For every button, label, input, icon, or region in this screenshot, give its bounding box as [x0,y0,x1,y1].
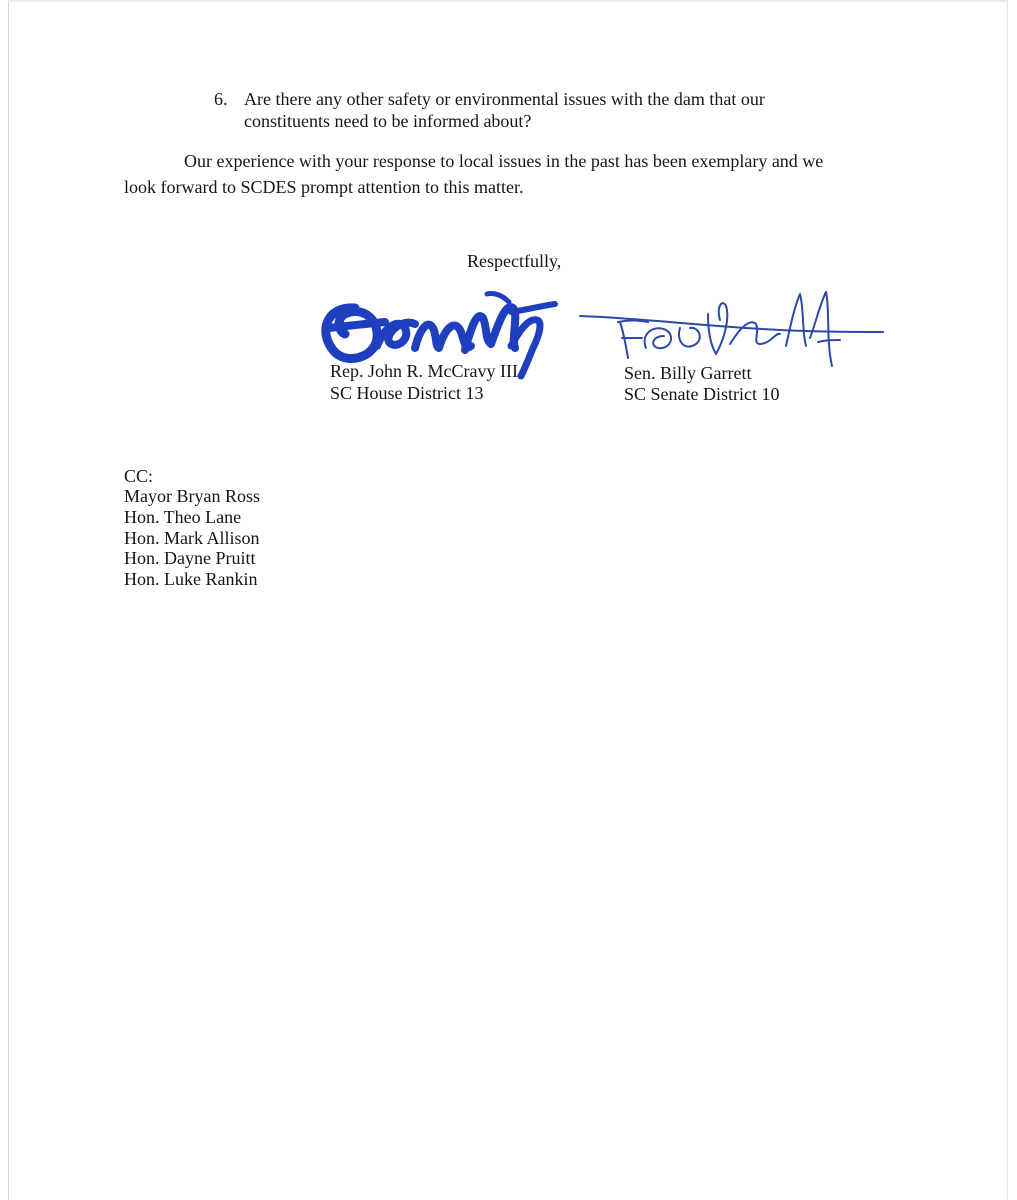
cc-recipient: Mayor Bryan Ross [124,486,260,506]
item-6-number: 6. [214,89,228,109]
signature-2-image [580,288,885,368]
cc-recipient: Hon. Luke Rankin [124,569,258,589]
signer-2-district: SC Senate District 10 [624,384,780,404]
closing-paragraph-line-2: look forward to SCDES prompt attention to this matter. [124,177,524,197]
closing-paragraph-line-1: Our experience with your response to local issues in the past has been exemplary and we [184,151,824,171]
signer-1-name: Rep. John R. McCravy III [330,361,518,381]
salutation: Respectfully, [467,251,562,271]
signer-2-name: Sen. Billy Garrett [624,363,752,383]
scan-edge-right [1007,0,1008,1200]
item-6-line-1: Are there any other safety or environmental issues with the dam that our [244,89,765,109]
item-6-line-2: constituents need to be informed about? [244,111,532,131]
scan-edge-top [8,0,1008,2]
cc-label: CC: [124,466,154,486]
scan-edge-left [8,0,9,1200]
cc-recipient: Hon. Dayne Pruitt [124,548,256,568]
signature-1-image [315,288,560,378]
cc-recipient: Hon. Mark Allison [124,528,260,548]
cc-recipient: Hon. Theo Lane [124,507,242,527]
signer-1-district: SC House District 13 [330,383,484,403]
